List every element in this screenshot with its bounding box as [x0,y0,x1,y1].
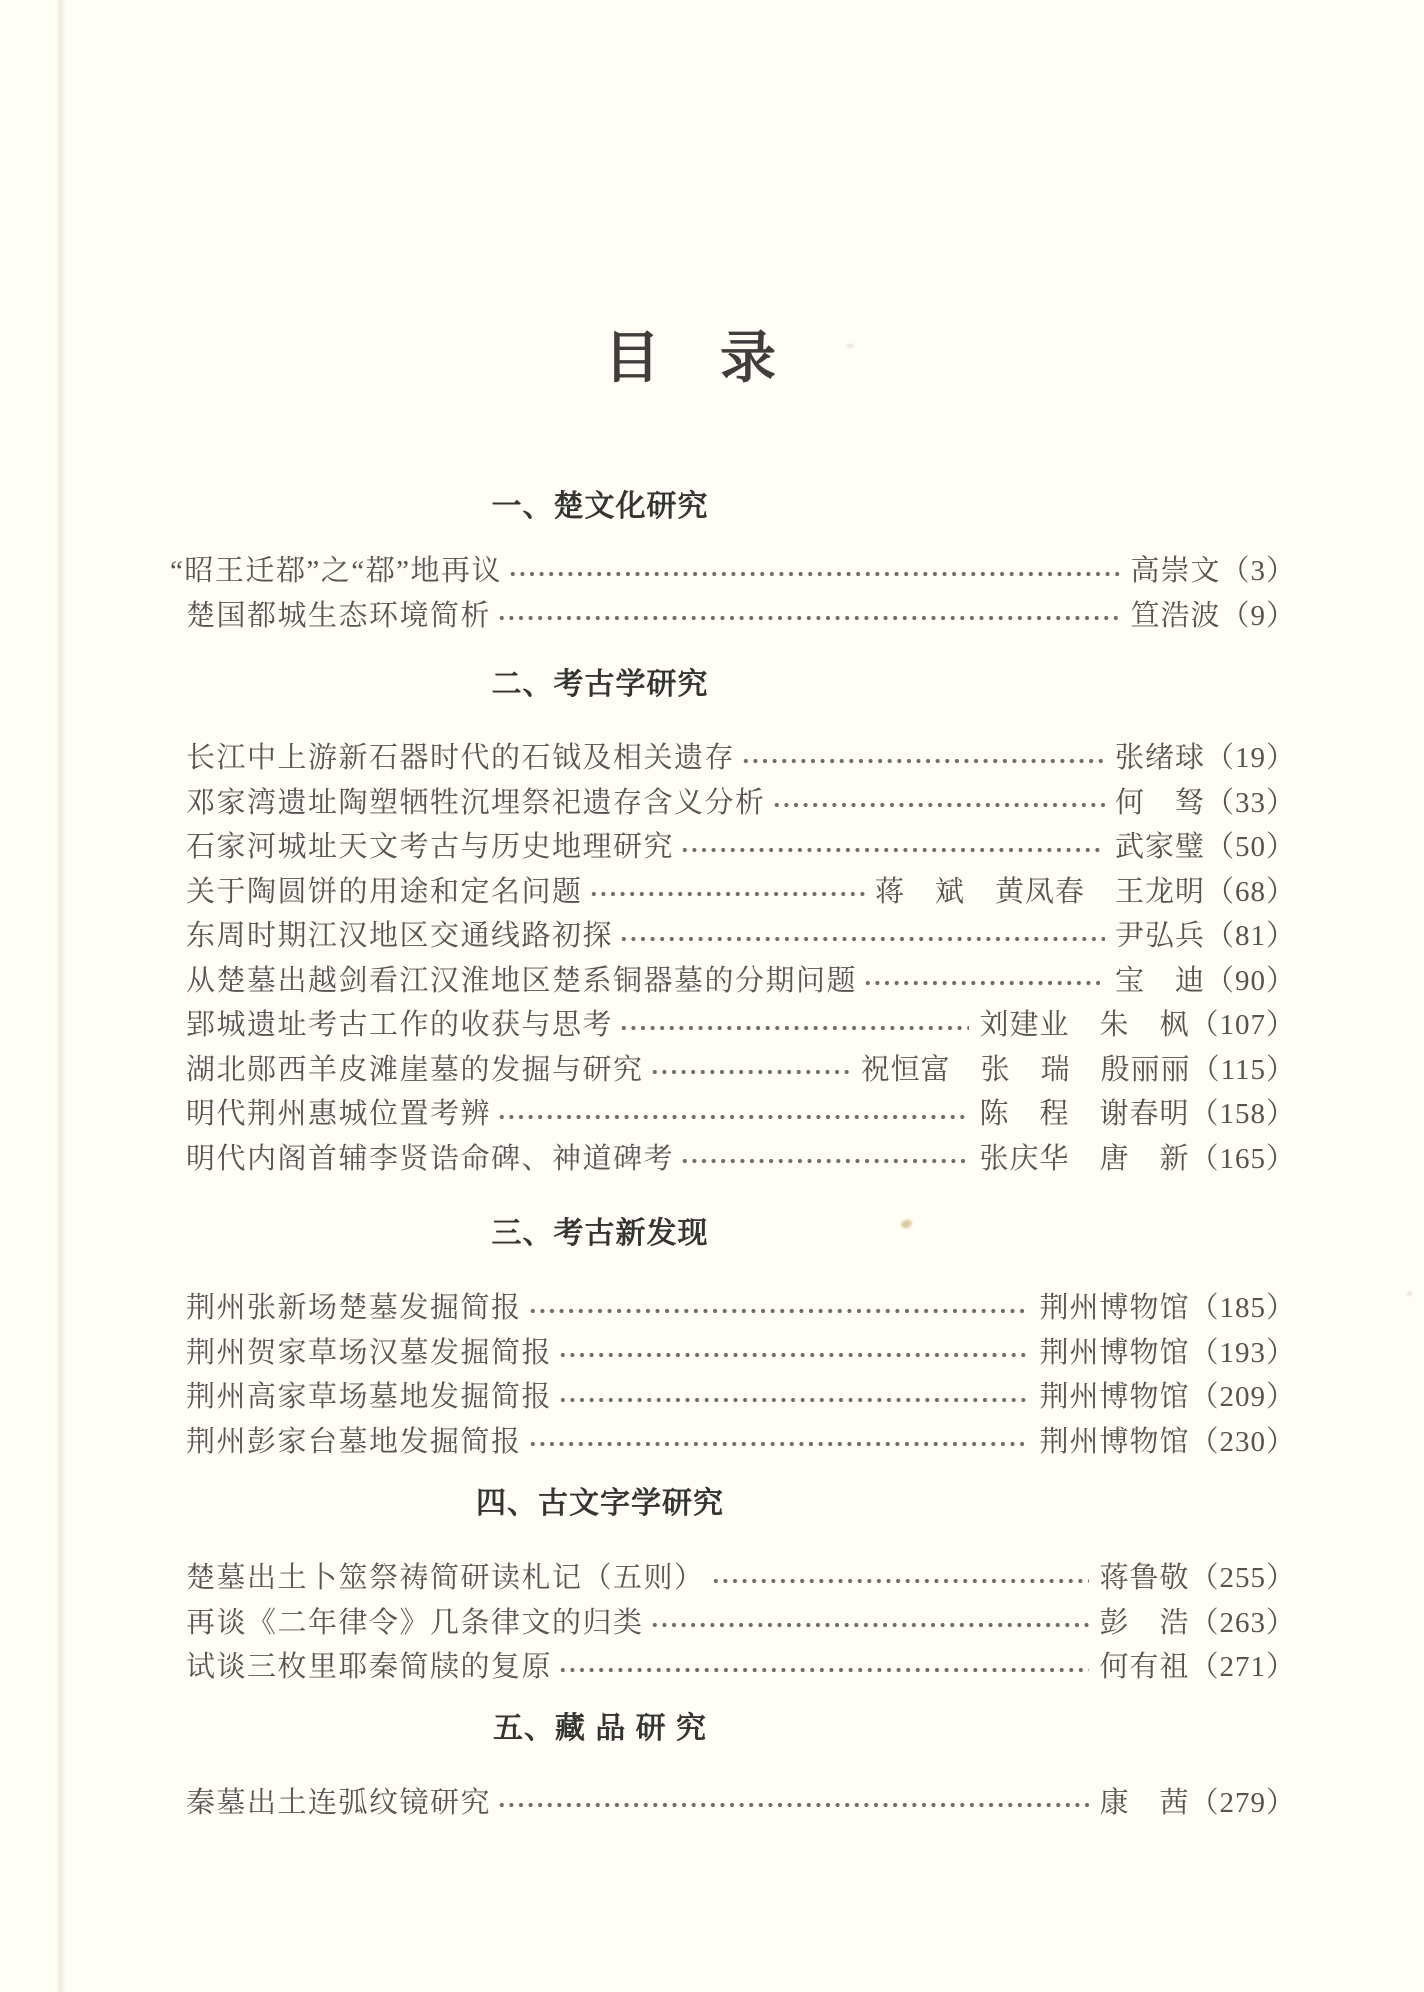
dot-leader [497,594,1120,639]
entry-byline: 荆州博物馆（193） [1039,1336,1296,1369]
entry-title: 荆州彭家台墓地发掘简报 [186,1425,522,1458]
entry-title: 石家河城址天文考古与历史地理研究 [186,831,675,863]
entry-title: 荆州高家草场墓地发掘简报 [186,1381,553,1413]
entry-byline: 武家璧（50） [1114,831,1296,863]
toc-entry [186,1556,1296,1601]
toc-sections [170,490,1296,1825]
toc-entry [186,1048,1296,1093]
toc-entry [186,1092,1296,1137]
toc-section [186,1217,1296,1464]
toc-entry [186,959,1296,1004]
dot-leader [650,1048,851,1093]
entry-title: 湖北郧西羊皮滩崖墓的发掘与研究 [186,1053,644,1086]
dot-leader [497,1781,1089,1826]
entry-title: 明代荆州惠城位置考辨 [186,1098,492,1130]
entry-title: 邓家湾遗址陶塑牺牲沉埋祭祀遗存含义分析 [186,786,766,819]
dot-leader [558,1375,1029,1420]
entry-byline: 何 驽（33） [1114,786,1296,819]
dot-leader [558,1331,1029,1376]
toc-entry [170,549,1296,594]
page-title: 目 录 [604,328,778,390]
entry-title: 楚墓出土卜筮祭祷简研读札记（五则） [186,1562,705,1594]
dot-leader [680,1137,969,1182]
toc-entry [186,594,1296,639]
entry-byline: 荆州博物馆（209） [1039,1381,1296,1413]
entry-byline: 高崇文（3） [1130,555,1296,587]
entry-title: 楚国都城生态环境简析 [186,599,492,632]
entry-byline: 康 茜（279） [1099,1786,1296,1819]
toc-section [186,1712,1296,1826]
entry-byline: 荆州博物馆（230） [1039,1425,1296,1458]
dot-leader [619,914,1105,959]
entry-byline: 宝 迪（90） [1114,964,1296,997]
entry-title: 秦墓出土连弧纹镜研究 [186,1786,492,1819]
dot-leader [558,1645,1089,1690]
entry-title: 荆州张新场楚墓发掘简报 [186,1292,522,1324]
entry-byline: 陈 程 谢春明（158） [979,1098,1296,1130]
entry-byline: 何有祖（271） [1099,1651,1296,1683]
toc-entry [186,736,1296,781]
entry-byline: 荆州博物馆（185） [1039,1292,1296,1324]
toc-entry [186,1003,1296,1048]
dot-leader [497,1092,969,1137]
toc-section [170,490,1296,638]
entry-byline: 张庆华 唐 新（165） [979,1142,1296,1175]
toc-entry [186,1645,1296,1690]
section-heading: 一、楚文化研究 [491,490,709,523]
toc-section [186,668,1296,1181]
section-entries [186,1781,1296,1826]
toc-entry [186,1781,1296,1826]
entry-title: 试谈三枚里耶秦简牍的复原 [186,1651,553,1683]
toc-entry [186,1375,1296,1420]
dot-leader [528,1286,1030,1331]
entry-byline: 祝恒富 张 瑞 殷丽丽（115） [860,1053,1296,1086]
toc-entry [186,1331,1296,1376]
section-entries [186,1556,1296,1690]
entry-title: 明代内阁首辅李贤诰命碑、神道碑考 [186,1142,675,1175]
dot-leader [528,1420,1030,1465]
toc-entry [186,1420,1296,1465]
toc-entry [186,870,1296,915]
entry-title: 从楚墓出越剑看江汉淮地区楚系铜器墓的分期问题 [186,964,858,997]
entry-byline: 蒋 斌 黄凤春 王龙明（68） [874,875,1296,908]
section-entries [186,736,1296,1181]
dot-leader [741,736,1105,781]
dot-leader [619,1003,969,1048]
entry-byline: 蒋鲁敬（255） [1099,1562,1296,1594]
entry-title: “昭王迁鄀”之“鄀”地再议 [170,555,502,587]
toc-entry [186,781,1296,826]
section-heading: 四、古文字学研究 [476,1487,724,1520]
entry-byline: 张绪球（19） [1114,742,1296,774]
entry-byline: 刘建业 朱 枫（107） [979,1009,1296,1041]
toc-entry [186,1286,1296,1331]
dot-leader [508,549,1120,594]
dot-leader [650,1601,1090,1646]
entry-byline: 尹弘兵（81） [1114,920,1296,952]
toc-entry [186,825,1296,870]
dot-leader [863,959,1105,1004]
dot-leader [680,825,1105,870]
toc-section [186,1487,1296,1690]
entry-byline: 笪浩波（9） [1130,599,1296,632]
dot-leader [711,1556,1090,1601]
dot-leader [589,870,865,915]
scan-speck [1407,1291,1412,1296]
toc-entry [186,914,1296,959]
section-heading: 二、考古学研究 [491,668,709,701]
section-heading: 三、考古新发现 [491,1217,709,1250]
section-entries [170,549,1296,638]
section-entries [186,1286,1296,1464]
toc-content [170,490,1296,1825]
section-heading: 五、藏 品 研 究 [492,1711,707,1745]
entry-title: 关于陶圆饼的用途和定名问题 [186,875,583,908]
entry-title: 荆州贺家草场汉墓发掘简报 [186,1336,553,1369]
entry-title: 再谈《二年律令》几条律文的归类 [186,1606,644,1639]
entry-title: 东周时期江汉地区交通线路初探 [186,920,614,952]
entry-title: 郢城遗址考古工作的收获与思考 [186,1009,614,1041]
entry-title: 长江中上游新石器时代的石钺及相关遗存 [186,742,736,774]
toc-entry [186,1601,1296,1646]
toc-entry [186,1137,1296,1182]
dot-leader [772,781,1105,826]
entry-byline: 彭 浩（263） [1099,1606,1296,1639]
